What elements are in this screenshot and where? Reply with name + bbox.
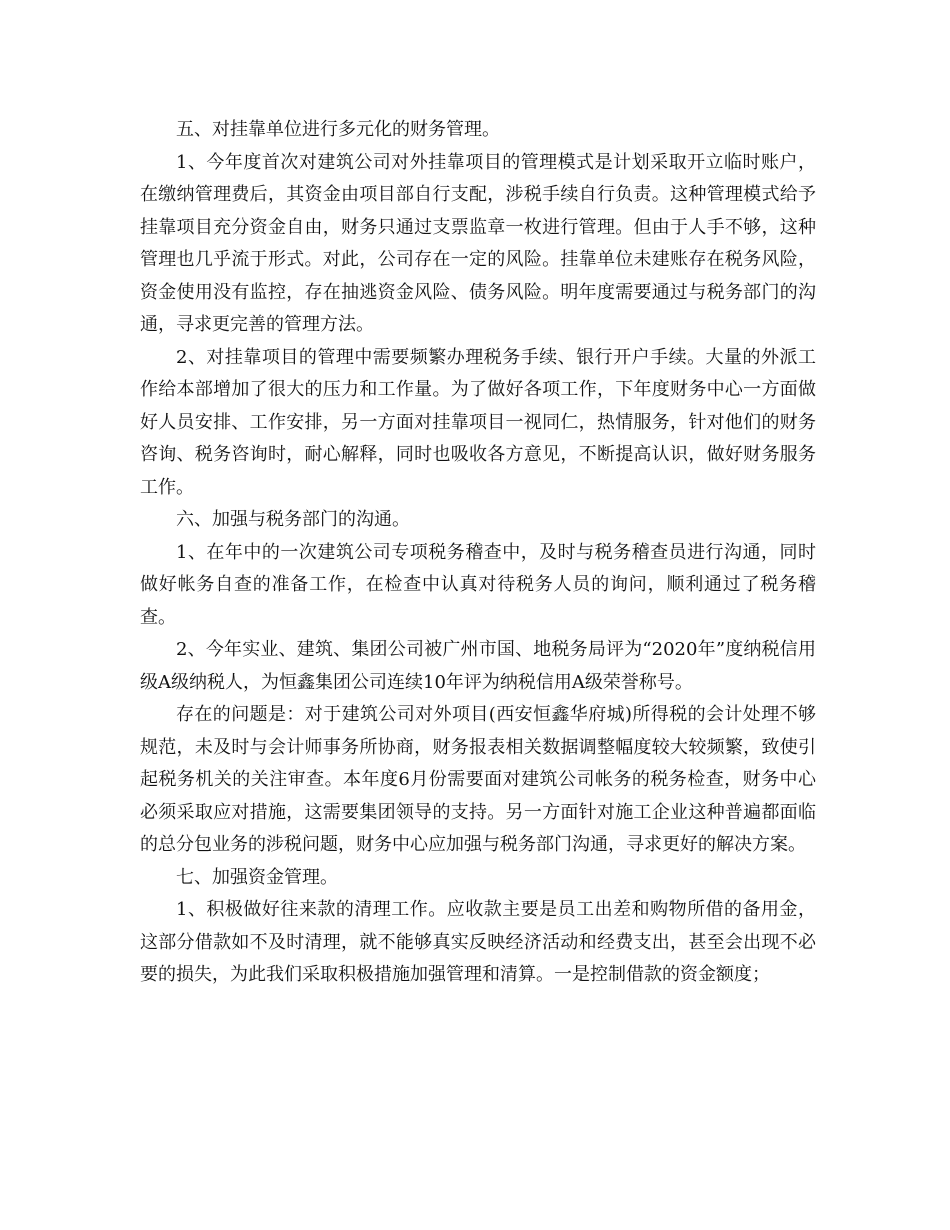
section-heading-5: 五、对挂靠单位进行多元化的财务管理。: [176, 119, 500, 140]
section-heading-6: 六、加强与税务部门的沟通。: [176, 509, 410, 530]
paragraph: 存在的问题是：对于建筑公司对外项目(西安恒鑫华府城)所得税的会计处理不够规范，未及时与会计师事务所协商，财务报表相关数据调整幅度较大较频繁，致使引起税务机关的关注审查。本年度6月份需要面对建筑公司帐务的税务检查，财务中心必须采取应对措施，这需要集团领导的支持。另一方面针对施工企业这种普遍都面临的总分包业务的涉税问题，财务中心应加强与税务部门沟通，寻求更好的解决方案。: [140, 704, 816, 855]
paragraph: 1、今年度首次对建筑公司对外挂靠项目的管理模式是计划采取开立临时账户，在缴纳管理费后，其资金由项目部自行支配，涉税手续自行负责。这种管理模式给予挂靠项目充分资金自由，财务只通过支票监章一枚进行管理。但由于人手不够，这种管理也几乎流于形式。对此，公司存在一定的风险。挂靠单位未建账存在税务风险，资金使用没有监控，存在抽逃资金风险、债务风险。明年度需要通过与税务部门的沟通，寻求更完善的管理方法。: [140, 151, 816, 335]
document-body: [140, 114, 816, 992]
paragraph: 2、今年实业、建筑、集团公司被广州市国、地税务局评为“2020年”度纳税信用级A级纳税人，为恒鑫集团公司连续10年评为纳税信用A级荣誉称号。: [140, 639, 816, 693]
paragraph: 1、在年中的一次建筑公司专项税务稽查中，及时与税务稽查员进行沟通，同时做好帐务自查的准备工作，在检查中认真对待税务人员的询问，顺利通过了税务稽查。: [140, 541, 816, 628]
paragraph: 2、对挂靠项目的管理中需要频繁办理税务手续、银行开户手续。大量的外派工作给本部增加了很大的压力和工作量。为了做好各项工作，下年度财务中心一方面做好人员安排、工作安排，另一方面对挂靠项目一视同仁，热情服务，针对他们的财务咨询、税务咨询时，耐心解释，同时也吸收各方意见，不断提高认识，做好财务服务工作。: [140, 346, 816, 498]
paragraph: 1、积极做好往来款的清理工作。应收款主要是员工出差和购物所借的备用金，这部分借款如不及时清理，就不能够真实反映经济活动和经费支出，甚至会出现不必要的损失，为此我们采取积极措施加强管理和清算。一是控制借款的资金额度；: [140, 899, 816, 985]
section-heading-7: 七、加强资金管理。: [176, 866, 338, 888]
